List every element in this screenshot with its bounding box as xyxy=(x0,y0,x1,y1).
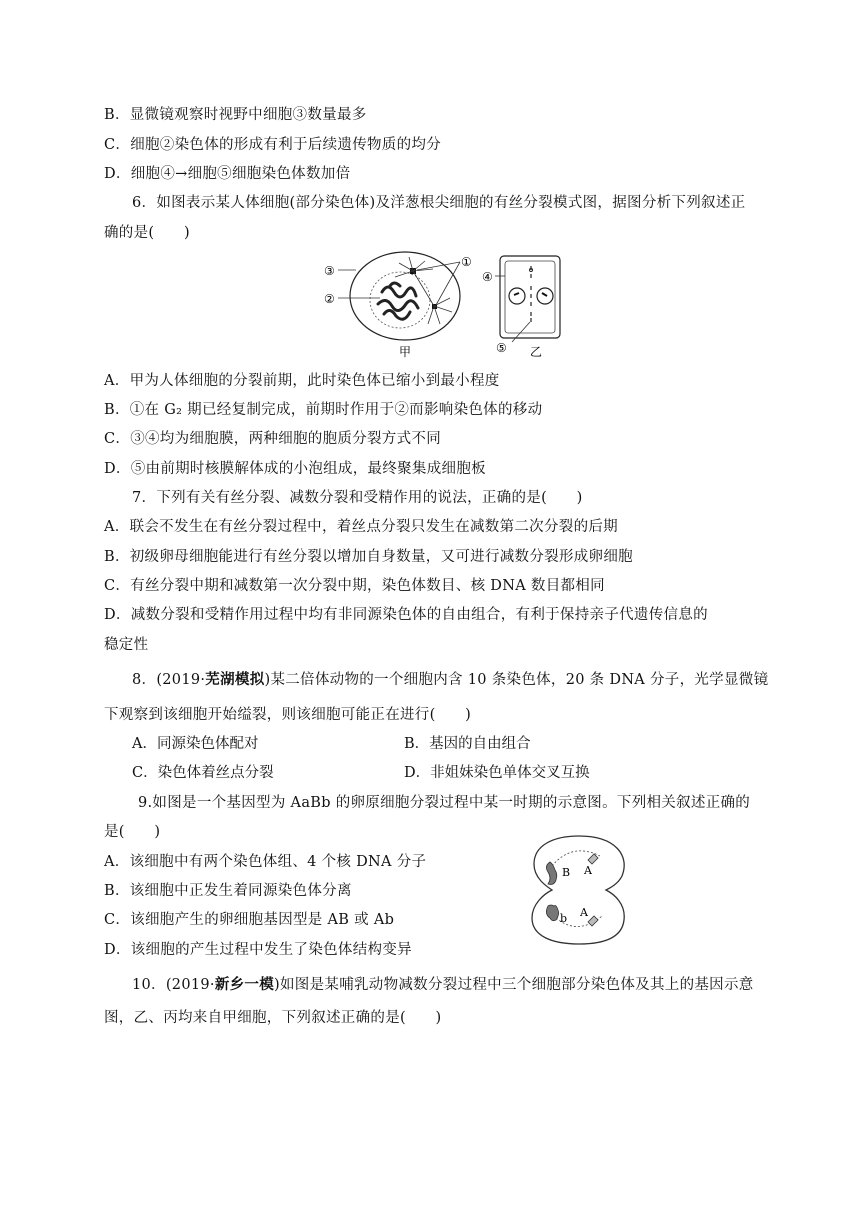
q5-option-b: B．显微镜观察时视野中细胞③数量最多 xyxy=(104,107,367,123)
q9-chromosome-b xyxy=(546,905,558,921)
mark-3: ③ xyxy=(324,264,335,278)
q9-chromosome-A-bottom xyxy=(588,916,598,926)
q7-option-d-line1: D．减数分裂和受精作用过程中均有非同源染色体的自由组合，有利于保持亲子代遗传信息的 xyxy=(104,607,708,623)
q9-gene-A-top: A xyxy=(584,864,592,877)
q7-option-b: B．初级卵母细胞能进行有丝分裂以增加自身数量，又可进行减数分裂形成卵细胞 xyxy=(104,549,633,565)
q9-chromosome-B xyxy=(546,862,556,885)
q6-option-a: A．甲为人体细胞的分裂前期，此时染色体已缩小到最小程度 xyxy=(104,373,500,389)
q10-stem-line1 xyxy=(132,973,754,994)
q6-stem-line1: 6．如图表示某人体细胞(部分染色体)及洋葱根尖细胞的有丝分裂模式图，据图分析下列叙述正 xyxy=(132,195,746,211)
q7-option-a: A．联会不发生在有丝分裂过程中，着丝点分裂只发生在减数第二次分裂的后期 xyxy=(104,519,618,535)
q9-stem-line1: 9.如图是一个基因型为 AaBb 的卵原细胞分裂过程中某一时期的示意图。下列相关叙述正确的 xyxy=(138,795,751,811)
q10-stem-line2: 图，乙、丙均来自甲细胞，下列叙述正确的是( ) xyxy=(104,1010,442,1026)
q9-cell-outline xyxy=(532,836,624,944)
mark-1: ① xyxy=(461,255,472,269)
q6-option-b: B．①在 G₂ 期已经复制完成，前期时作用于②而影响染色体的移动 xyxy=(104,402,543,418)
q7-option-d-line2: 稳定性 xyxy=(104,637,149,653)
q9-gene-b: b xyxy=(560,912,568,925)
label-jia: 甲 xyxy=(399,345,412,359)
mark-2: ② xyxy=(324,292,335,306)
q10-prefix: 10．(2019· xyxy=(132,977,215,993)
jia-chromosomes xyxy=(378,283,418,319)
q9-option-a: A．该细胞中有两个染色体组、4 个核 DNA 分子 xyxy=(104,854,427,870)
q6-figure xyxy=(320,248,570,360)
q5-option-c: C．细胞②染色体的形成有利于后续遗传物质的均分 xyxy=(104,137,441,153)
q9-figure xyxy=(526,832,632,948)
q9-stem-line2: 是( ) xyxy=(104,824,161,840)
mark-4: ④ xyxy=(482,270,493,284)
mark-5: ⑤ xyxy=(496,341,507,355)
q8-option-b: B．基因的自由组合 xyxy=(404,736,531,752)
q10-stem-rest: )如图是某哺乳动物减数分裂过程中三个细胞部分染色体及其上的基因示意 xyxy=(274,977,754,993)
q8-option-a: A．同源染色体配对 xyxy=(132,736,259,752)
q7-option-c: C．有丝分裂中期和减数第一次分裂中期，染色体数目、核 DNA 数目都相同 xyxy=(104,578,605,594)
q8-option-d: D．非姐妹染色单体交叉互换 xyxy=(404,765,590,781)
q9-option-d: D．该细胞的产生过程中发生了染色体结构变异 xyxy=(104,942,412,958)
q8-prefix: 8．(2019· xyxy=(132,672,206,688)
q9-chromosome-A-top xyxy=(588,854,598,864)
q8-stem-line2: 下观察到该细胞开始缢裂，则该细胞可能正在进行( ) xyxy=(104,707,472,723)
q8-option-c: C．染色体着丝点分裂 xyxy=(132,765,274,781)
jia-spindle xyxy=(395,257,452,324)
q8-stem-rest: )某二倍体动物的一个细胞内含 10 条染色体，20 条 DNA 分子，光学显微镜 xyxy=(264,672,769,688)
q9-gene-A-bottom: A xyxy=(580,906,588,919)
q6-stem-line2: 确的是( ) xyxy=(104,225,190,241)
q6-option-d: D．⑤由前期时核膜解体成的小泡组成，最终聚集成细胞板 xyxy=(104,461,486,477)
q5-option-d: D．细胞④→细胞⑤细胞染色体数加倍 xyxy=(104,166,351,182)
q7-stem: 7．下列有关有丝分裂、减数分裂和受精作用的说法，正确的是( ) xyxy=(132,490,583,506)
yi-nucleus-left xyxy=(509,288,525,304)
q6-option-c: C．③④均为细胞膜，两种细胞的胞质分裂方式不同 xyxy=(104,431,441,447)
q8-stem-line1 xyxy=(132,668,768,689)
q9-option-b: B．该细胞中正发生着同源染色体分离 xyxy=(104,883,352,899)
q9-gene-B: B xyxy=(562,866,571,879)
label-yi: 乙 xyxy=(530,345,543,359)
q8-source: 芜湖模拟 xyxy=(205,671,265,688)
q9-option-c: C．该细胞产生的卵细胞基因型是 AB 或 Ab xyxy=(104,912,395,928)
yi-nucleus-right xyxy=(537,288,553,304)
q10-source: 新乡一模 xyxy=(214,976,275,993)
